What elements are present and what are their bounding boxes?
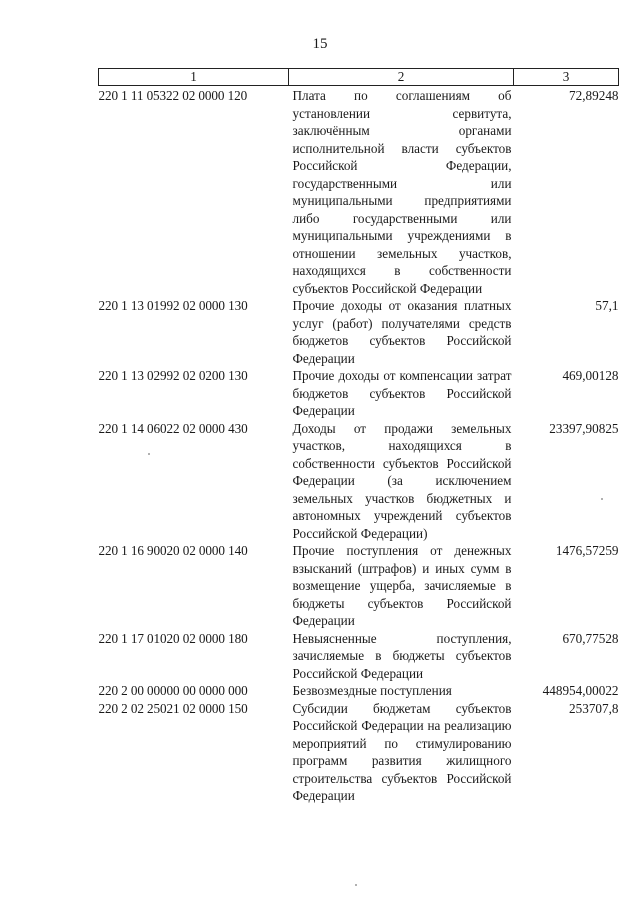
table-row [99, 700, 619, 805]
revenue-description: Прочие доходы от компенсации затрат бюджетов субъектов Российской Федерации [292, 368, 512, 418]
table-row [99, 682, 619, 700]
revenue-description: Плата по соглашениям об установлении сервитута, заключённым органами исполнительной власти субъектов Российской Федерации, государственными или муниципальными предприятиями либо государственными или муниципальными учреждениями в отношении земельных участков, находящихся в собственности субъектов Российской Федерации [292, 88, 512, 296]
revenue-description: Безвозмездные поступления [292, 683, 452, 698]
table-row [99, 367, 619, 420]
table-row [99, 420, 619, 543]
revenue-description: Прочие поступления от денежных взысканий (штрафов) и иных сумм в возмещение ущерба, зачисляемые в бюджеты субъектов Российской Федерации [292, 543, 512, 628]
revenue-description: Субсидии бюджетам субъектов Российской Федерации на реализацию мероприятий по стимулированию программ развития жилищного строительства субъектов Российской Федерации [292, 700, 512, 803]
scan-speck [355, 884, 357, 886]
scan-speck [148, 453, 150, 455]
revenue-amount: 72,89248 [569, 88, 619, 103]
revenue-table [98, 68, 619, 805]
table-header-row [99, 69, 619, 86]
column-header-2: 2 [289, 69, 514, 86]
revenue-amount: 57,1 [595, 298, 619, 313]
table-row [99, 542, 619, 630]
budget-code: 220 1 14 06022 02 0000 430 [98, 420, 248, 436]
budget-code: 220 1 13 02992 02 0200 130 [98, 368, 248, 383]
revenue-amount: 253707,8 [569, 700, 619, 716]
revenue-amount: 23397,90825 [549, 420, 619, 436]
table-row [99, 297, 619, 367]
revenue-amount: 448954,00022 [542, 683, 619, 698]
column-header-3: 3 [514, 69, 619, 86]
revenue-amount: 670,77528 [562, 630, 619, 646]
table-row [99, 86, 619, 298]
column-header-1: 1 [99, 69, 289, 86]
revenue-amount: 469,00128 [562, 368, 619, 383]
budget-code: 220 1 11 05322 02 0000 120 [98, 88, 248, 103]
budget-code: 220 1 17 01020 02 0000 180 [98, 630, 248, 646]
revenue-amount: 1476,57259 [555, 543, 619, 558]
table-row [99, 630, 619, 683]
budget-code: 220 2 00 00000 00 0000 000 [98, 683, 248, 698]
revenue-description: Доходы от продажи земельных участков, находящихся в собственности субъектов Российской Федерации (за исключением земельных участков бюджетных и автономных учреждений субъектов Российской Федерации) [292, 420, 512, 541]
scan-speck [601, 498, 603, 500]
revenue-description: Невыясненные поступления, зачисляемые в бюджеты субъектов Российской Федерации [292, 630, 512, 681]
budget-code: 220 2 02 25021 02 0000 150 [98, 700, 248, 716]
page-number: 15 [312, 36, 328, 52]
budget-code: 220 1 16 90020 02 0000 140 [98, 543, 248, 558]
revenue-description: Прочие доходы от оказания платных услуг (работ) получателями средств бюджетов субъектов Российской Федерации [292, 298, 512, 366]
budget-code: 220 1 13 01992 02 0000 130 [98, 298, 248, 313]
